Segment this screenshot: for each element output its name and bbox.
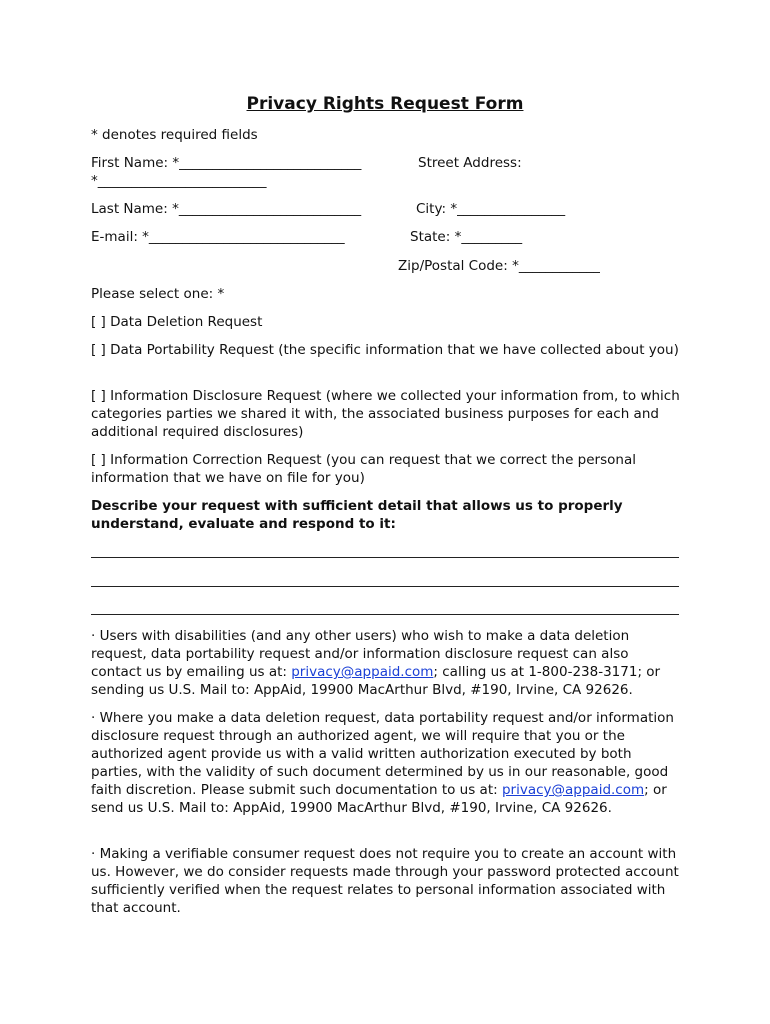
option-data-deletion[interactable]: [ ] Data Deletion Request xyxy=(91,314,263,330)
email-field[interactable]: E-mail: *_____________________________ xyxy=(91,229,345,245)
privacy-email-link[interactable]: privacy@appaid.com xyxy=(291,664,434,680)
option-information-disclosure[interactable]: [ ] Information Disclosure Request (where we collected your information from, to which categories parties we shared it with, the associated business purposes for each and additional required disclosures) xyxy=(91,388,680,440)
describe-request-heading: Describe your request with sufficient detail that allows us to properly understand, evaluate and respond to it: xyxy=(91,498,623,532)
select-prompt: Please select one: * xyxy=(91,286,225,302)
state-field[interactable]: State: *_________ xyxy=(410,229,523,245)
first-name-field[interactable]: First Name: *___________________________ xyxy=(91,155,362,171)
city-field[interactable]: City: *________________ xyxy=(416,201,566,217)
option-information-correction[interactable]: [ ] Information Correction Request (you can request that we correct the personal information that we have on file for you) xyxy=(91,452,636,486)
note-authorized-agent-text-2: ; or send us U.S. Mail to: AppAid, 19900 MacArthur Blvd, #190, Irvine, CA 92626. xyxy=(91,782,667,816)
required-fields-note: * denotes required fields xyxy=(91,127,258,143)
note-authorized-agent xyxy=(91,709,683,817)
zip-code-field[interactable]: Zip/Postal Code: *____________ xyxy=(398,258,600,274)
note-accessibility-text-2: ; calling us at 1-800-238-3171; or sending us U.S. Mail to: AppAid, 19900 MacArthur Blvd, #190, Irvine, CA 92626. xyxy=(91,664,661,698)
note-verifiable-request: · Making a verifiable consumer request does not require you to create an account with us. However, we do consider requests made through your password protected account sufficiently verified when the request relates to personal information associated with that account. xyxy=(91,846,679,916)
privacy-email-link[interactable]: privacy@appaid.com xyxy=(501,782,645,798)
note-accessibility-text-1: · Users with disabilities (and any other users) who wish to make a data deletion request, data portability request and/or information disclosure request can also contact us by emailing us at: xyxy=(91,628,630,680)
form-title: Privacy Rights Request Form xyxy=(246,94,524,114)
street-address-field[interactable]: *_________________________ xyxy=(91,173,267,189)
last-name-field[interactable]: Last Name: *___________________________ xyxy=(91,201,362,217)
option-data-portability[interactable]: [ ] Data Portability Request (the specific information that we have collected about you) xyxy=(91,342,679,358)
description-line-3[interactable] xyxy=(91,614,679,615)
note-accessibility xyxy=(91,627,683,699)
description-line-2[interactable] xyxy=(91,586,679,587)
street-address-label: Street Address: xyxy=(418,155,522,171)
description-line-1[interactable] xyxy=(91,557,679,558)
note-authorized-agent-text-1: · Where you make a data deletion request, data portability request and/or information disclosure request through an authorized agent, we will require that you or the authorized agent provide us with a valid written authorization executed by both parties, with the validity of such document determined by us in our reasonable, good faith discretion. Please submit such documentation to us at: xyxy=(91,710,674,798)
